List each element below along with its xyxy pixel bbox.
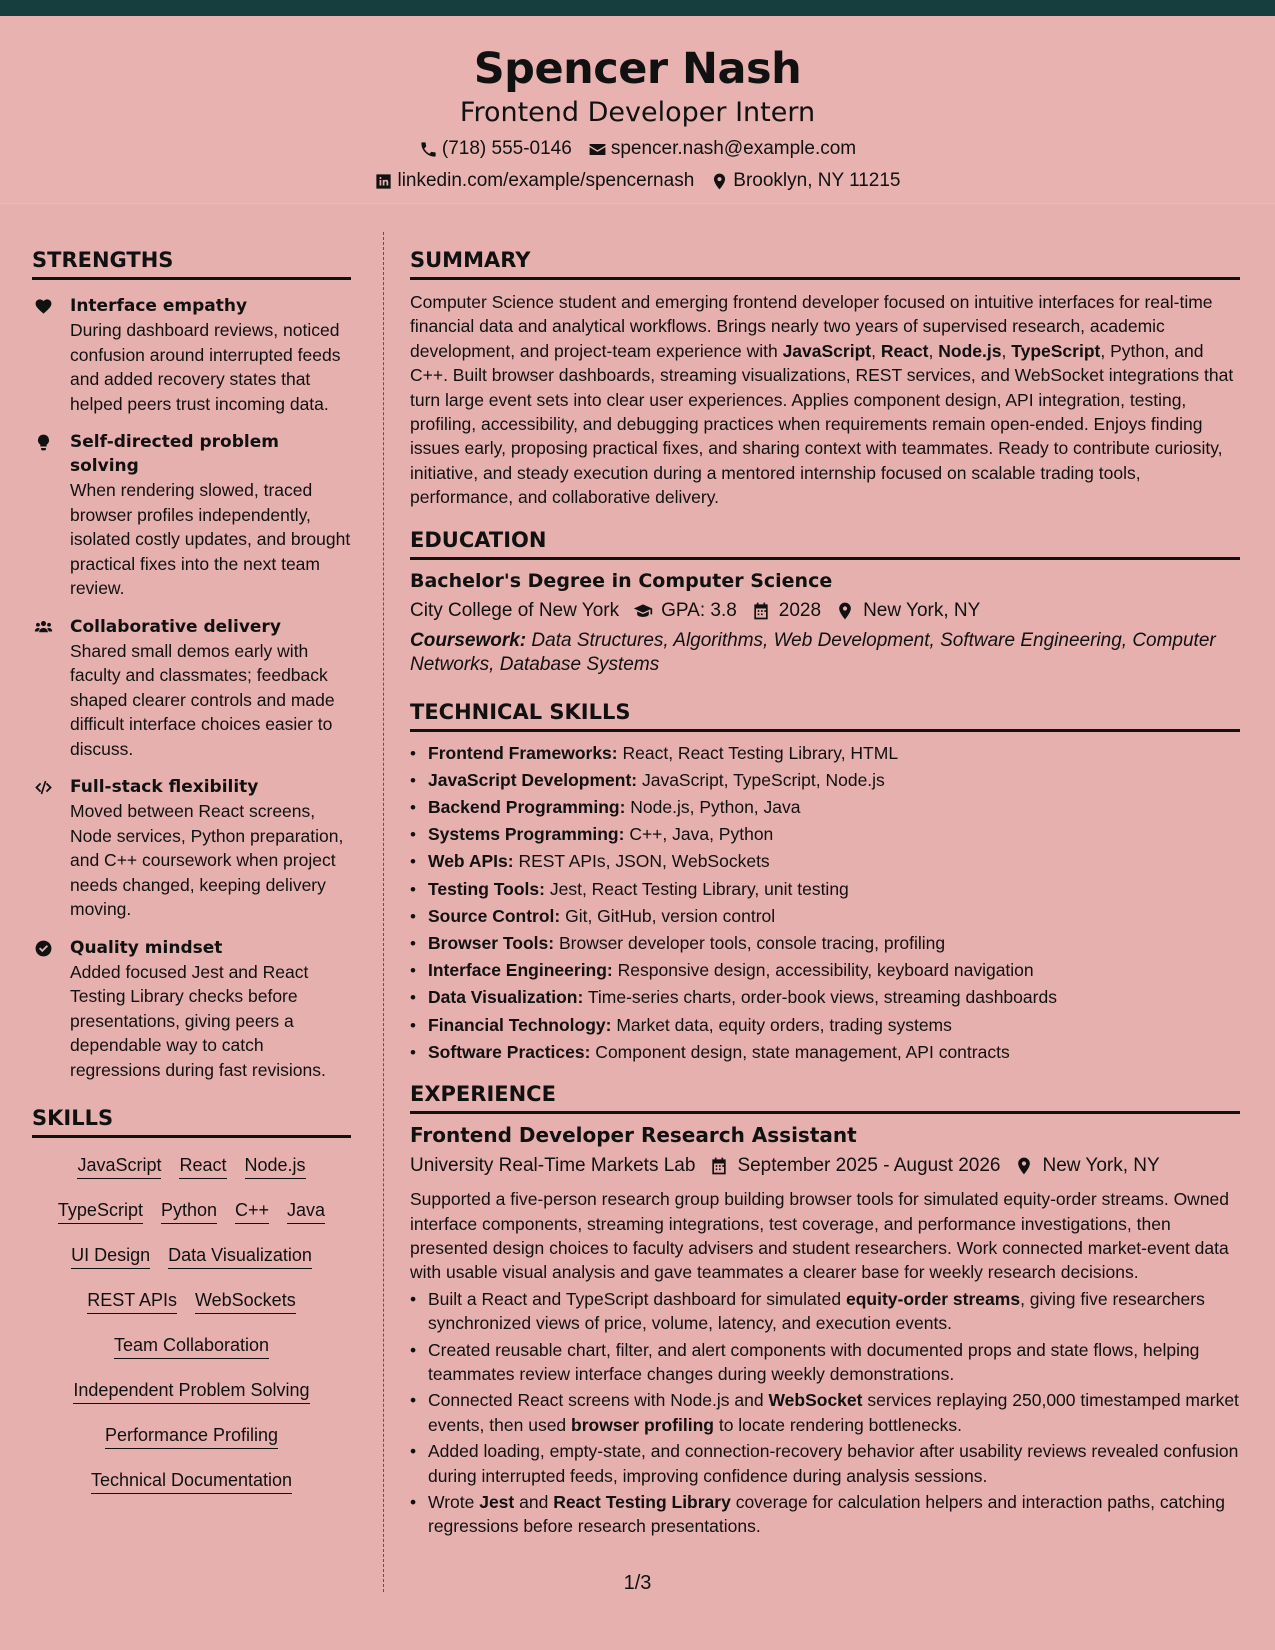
top-bar	[0, 0, 1275, 16]
calendar-icon	[751, 601, 771, 621]
strength-item	[32, 615, 351, 762]
skill-chip: React	[179, 1152, 226, 1179]
list-item: • Testing Tools: Jest, React Testing Library, unit testing	[410, 876, 1240, 903]
phone-icon	[419, 140, 438, 159]
code-icon	[34, 778, 53, 797]
skills-row	[32, 1152, 351, 1197]
skills-row	[32, 1287, 351, 1332]
candidate-role: Frontend Developer Intern	[459, 97, 816, 128]
summary-text: Computer Science student and emerging frontend developer focused on intuitive interfaces for real-time financial data and analytical workflows. Brings nearly two years of supervised research, academic development, and project-team experience with JavaScript, React, Node.js, TypeScript, Python, and C++. Built browser dashboards, streaming visualizations, REST services, and WebSocket integrations that turn large event sets into clear user experiences. Applies component design, API integration, testing, profiling, accessibility, and debugging practices when requirements remain open-ended. Enjoys finding issues early, proposing practical fixes, and sharing context with teammates. Ready to contribute curiosity, initiative, and steady execution during a mentored internship focused on scalable trading tools, performance, and collaborative delivery.	[410, 292, 1234, 508]
skill-chip: Performance Profiling	[105, 1422, 278, 1449]
lightbulb-icon	[34, 433, 53, 452]
resume-header	[0, 16, 1275, 204]
candidate-name: Spencer Nash	[473, 44, 802, 94]
strength-desc: Moved between React screens, Node services, Python preparation, and C++ coursework when project needs changed, keeping delivery moving.	[70, 801, 344, 919]
list-item: • Financial Technology: Market data, equity orders, trading systems	[410, 1012, 1240, 1039]
email-text[interactable]: spencer.nash@example.com	[610, 138, 857, 159]
skill-chip: C++	[235, 1197, 269, 1224]
heart-icon	[34, 297, 53, 316]
list-item: • Interface Engineering: Responsive design, accessibility, keyboard navigation	[410, 957, 1240, 984]
contact-row-2	[0, 169, 1275, 193]
skill-chip: Independent Problem Solving	[73, 1377, 309, 1404]
list-item: • JavaScript Development: JavaScript, TypeScript, Node.js	[410, 767, 1240, 794]
linkedin-text[interactable]: linkedin.com/example/spencernash	[397, 170, 695, 191]
skill-chip: WebSockets	[195, 1287, 296, 1314]
job-org: University Real-Time Markets Lab	[410, 1155, 696, 1177]
strength-title: Self-directed problem solving	[70, 432, 279, 476]
list-item: • Browser Tools: Browser developer tools, console tracing, profiling	[410, 930, 1240, 957]
skills-row	[32, 1197, 351, 1242]
users-icon	[34, 618, 53, 637]
list-item: • Built a React and TypeScript dashboard for simulated equity-order streams, giving five researchers synchronized views of price, volume, latency, and execution events.	[410, 1287, 1240, 1336]
map-pin-icon	[710, 172, 729, 191]
list-item: • Source Control: Git, GitHub, version control	[410, 903, 1240, 930]
job-description: Supported a five-person research group building browser tools for simulated equity-order streams. Owned interface components, streaming integrations, test coverage, and performance investigations, then presented design choices to faculty advisers and student researchers. Work connected market-event data with usable visual analysis and gave teammates a clearer base for weekly research decisions.	[410, 1189, 1230, 1283]
graduation-year: 2028	[778, 599, 822, 621]
list-item: • Software Practices: Component design, state management, API contracts	[410, 1039, 1240, 1066]
map-pin-icon	[835, 601, 855, 621]
school-location: New York, NY	[863, 599, 981, 621]
location-text: Brooklyn, NY 11215	[733, 170, 901, 191]
list-item: • Web APIs: REST APIs, JSON, WebSockets	[410, 848, 1240, 875]
strength-title: Quality mindset	[70, 937, 223, 958]
school-name: City College of New York	[410, 599, 620, 621]
skill-chip: UI Design	[71, 1242, 150, 1269]
list-item: • Created reusable chart, filter, and alert components with documented props and state flows, helping teammates review interface changes during weekly demonstrations.	[410, 1338, 1240, 1387]
skill-chip: Node.js	[245, 1152, 306, 1179]
strength-desc: Shared small demos early with faculty and classmates; feedback shaped clearer controls and made difficult interface choices easier to discuss.	[70, 640, 335, 759]
phone-contact	[419, 137, 572, 161]
skill-chip: Technical Documentation	[91, 1467, 292, 1494]
graduation-cap-icon	[633, 601, 653, 621]
skills-row	[32, 1422, 351, 1467]
skill-chip: Data Visualization	[168, 1242, 312, 1269]
skill-chip: REST APIs	[87, 1287, 177, 1314]
education-meta	[410, 598, 1240, 624]
phone-text: (718) 555-0146	[441, 138, 572, 159]
summary-title: SUMMARY	[410, 246, 1240, 280]
strength-title: Collaborative delivery	[70, 616, 281, 637]
location-contact	[710, 169, 900, 193]
skill-chip: Python	[161, 1197, 217, 1224]
email-contact[interactable]	[588, 137, 856, 161]
job-bullets	[410, 1287, 1240, 1539]
strength-item	[32, 775, 351, 922]
page-number: 1/3	[623, 1572, 652, 1594]
strength-item	[32, 936, 351, 1083]
skills-row	[32, 1242, 351, 1287]
technical-skills-title: TECHNICAL SKILLS	[410, 698, 1240, 732]
list-item: • Systems Programming: C++, Java, Python	[410, 821, 1240, 848]
technical-skills-list	[410, 740, 1240, 1066]
job-title: Frontend Developer Research Assistant	[410, 1123, 857, 1148]
degree-title: Bachelor's Degree in Computer Science	[410, 569, 833, 592]
envelope-icon	[588, 140, 607, 159]
strength-item	[32, 430, 351, 601]
skill-chip: Java	[287, 1197, 325, 1224]
contact-row-1	[0, 137, 1275, 161]
list-item: • Backend Programming: Node.js, Python, Java	[410, 794, 1240, 821]
check-circle-icon	[34, 939, 53, 958]
strength-desc: During dashboard reviews, noticed confusion around interrupted feeds and added recovery states that helped peers trust incoming data.	[70, 320, 341, 414]
map-pin-icon	[1014, 1156, 1034, 1176]
calendar-icon	[709, 1156, 729, 1176]
skill-chip: TypeScript	[58, 1197, 143, 1224]
education-title: EDUCATION	[410, 526, 1240, 560]
coursework: Coursework: Data Structures, Algorithms, Web Development, Software Engineering, Computer Networks, Database Systems	[410, 629, 1216, 676]
skills-title: SKILLS	[32, 1104, 351, 1138]
skills-chips	[32, 1152, 351, 1512]
skill-chip: JavaScript	[77, 1152, 161, 1179]
experience-title: EXPERIENCE	[410, 1080, 1240, 1114]
list-item: • Connected React screens with Node.js and WebSocket services replaying 250,000 timestamped market events, then used browser profiling to locate rendering bottlenecks.	[410, 1388, 1240, 1437]
skills-row	[32, 1467, 351, 1512]
linkedin-icon	[374, 172, 393, 191]
job-meta	[410, 1153, 1240, 1179]
list-item: • Data Visualization: Time-series charts, order-book views, streaming dashboards	[410, 984, 1240, 1011]
strength-title: Full-stack flexibility	[70, 777, 259, 797]
linkedin-contact[interactable]	[374, 169, 694, 193]
strength-item	[32, 294, 351, 416]
strength-desc: When rendering slowed, traced browser profiles independently, isolated costly updates, and brought practical fixes into the next team review.	[70, 480, 351, 598]
gpa: GPA: 3.8	[661, 599, 737, 621]
list-item: • Added loading, empty-state, and connection-recovery behavior after usability reviews revealed confusion during interrupted feeds, improving confidence during analysis sessions.	[410, 1439, 1240, 1488]
column-divider	[383, 232, 384, 1592]
right-column	[410, 246, 1240, 1541]
skills-row	[32, 1332, 351, 1377]
list-item: • Wrote Jest and React Testing Library coverage for calculation helpers and interaction paths, catching regressions before research presentations.	[410, 1490, 1240, 1539]
strength-title: Interface empathy	[70, 296, 248, 316]
left-column	[32, 246, 351, 1512]
list-item: • Frontend Frameworks: React, React Testing Library, HTML	[410, 740, 1240, 767]
strength-desc: Added focused Jest and React Testing Library checks before presentations, giving peers a dependable way to catch regressions during fast revisions.	[70, 961, 326, 1080]
strengths-title: STRENGTHS	[32, 246, 351, 280]
skill-chip: Team Collaboration	[114, 1332, 269, 1359]
job-location: New York, NY	[1042, 1155, 1160, 1177]
skills-row	[32, 1377, 351, 1422]
job-dates: September 2025 - August 2026	[737, 1155, 1001, 1177]
